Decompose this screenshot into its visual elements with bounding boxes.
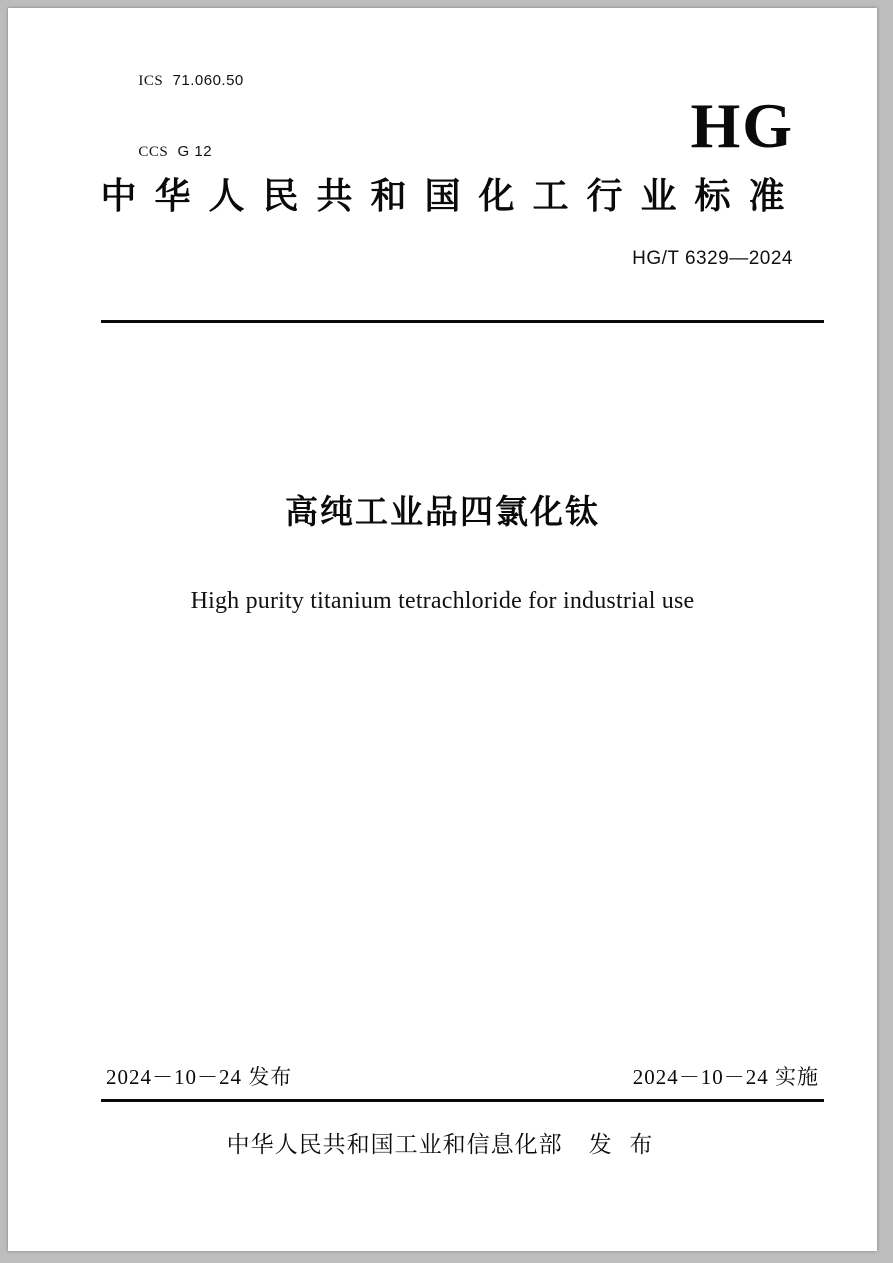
- header-divider: [101, 320, 824, 323]
- document-page: [8, 8, 877, 1251]
- issuer-line: [8, 1126, 877, 1159]
- classification-block: [101, 46, 244, 188]
- hg-logo: HG: [690, 90, 794, 161]
- ics-label: ICS: [138, 73, 164, 90]
- issuer-action: 发 布: [588, 1132, 659, 1157]
- page-content: [8, 8, 877, 1251]
- ics-value: 71.060.50: [172, 72, 244, 90]
- ccs-value: G 12: [177, 143, 213, 160]
- standard-header-chinese: 中华人民共和国化工行业标准: [100, 176, 803, 216]
- dates-row: [101, 1061, 824, 1091]
- ccs-label: CCS: [138, 144, 169, 160]
- issuer-organization: 中华人民共和国工业和信息化部: [226, 1132, 563, 1157]
- ics-line: [101, 46, 244, 117]
- standard-number: HG/T 6329—2024: [632, 248, 793, 269]
- title-english: High purity titanium tetrachloride for industrial use: [190, 588, 695, 614]
- issue-date: 2024－10－24 发布: [106, 1065, 293, 1089]
- footer-divider: [101, 1099, 824, 1102]
- title-chinese: 高纯工业品四氯化钛: [285, 495, 600, 531]
- implementation-date: 2024－10－24 实施: [632, 1065, 819, 1089]
